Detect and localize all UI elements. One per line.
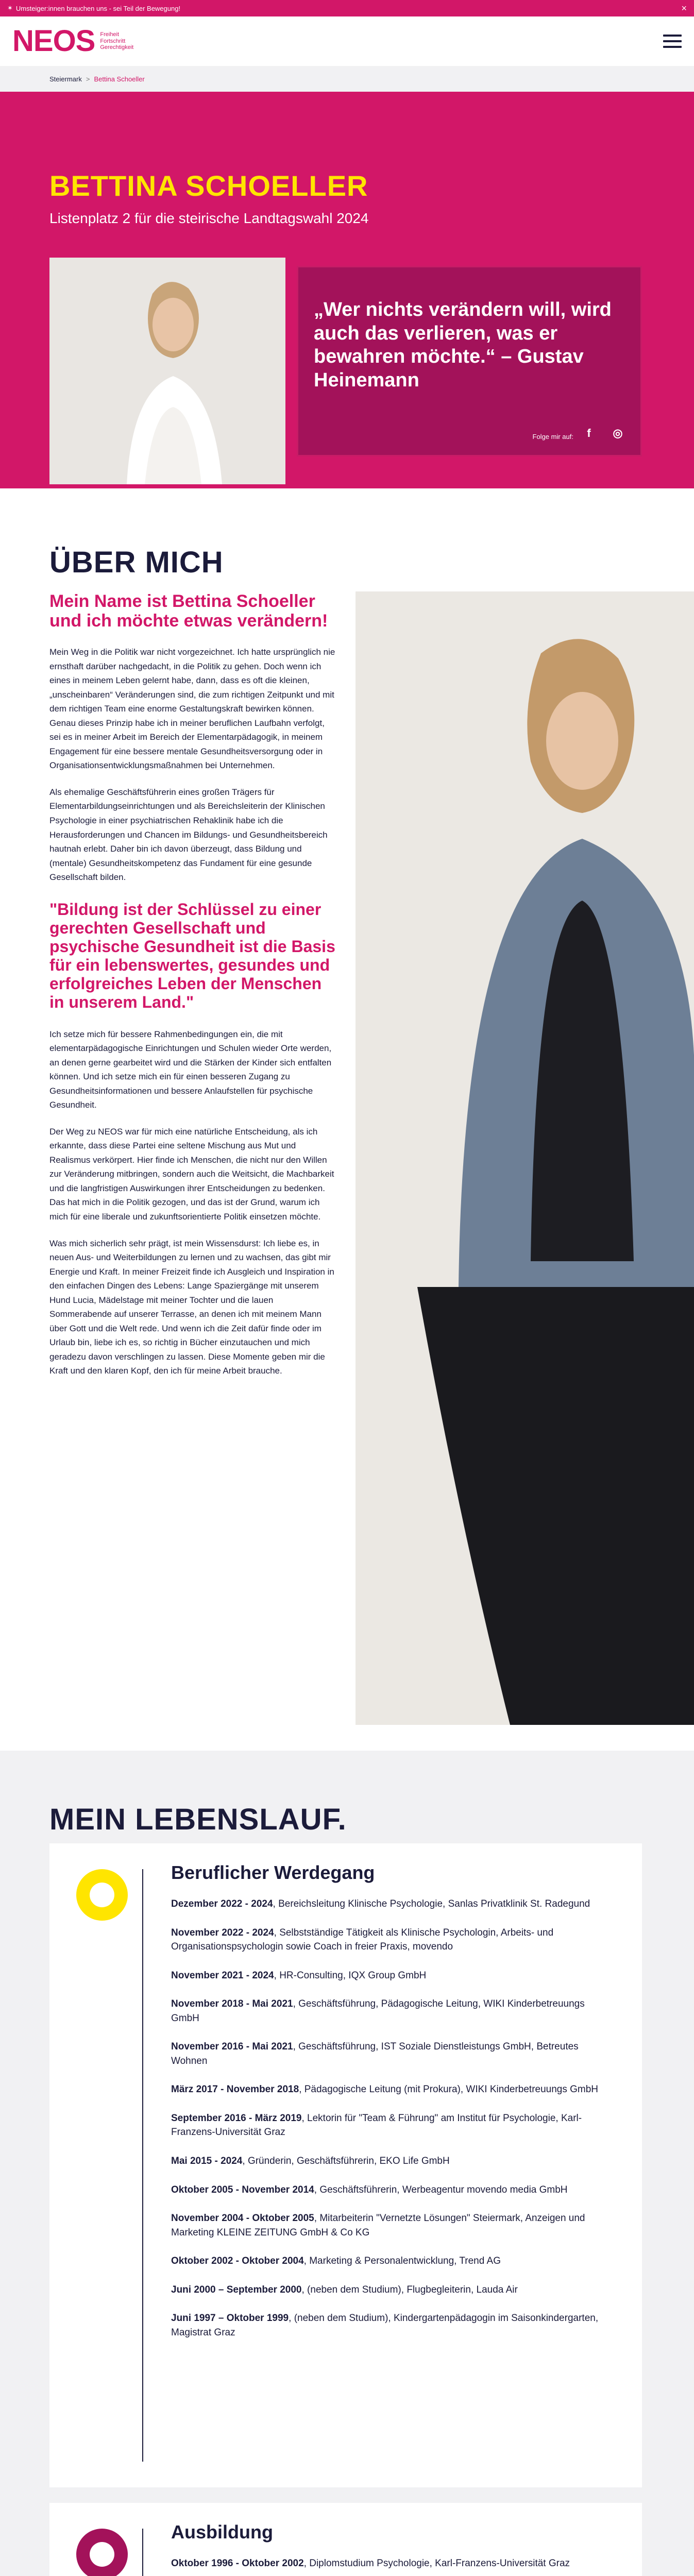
cv-edu-title: Ausbildung (171, 2521, 273, 2543)
tagline-line: Gerechtigkeit (100, 44, 134, 51)
page-title: BETTINA SCHOELLER (49, 170, 368, 202)
cv-entry-date: November 2004 - Oktober 2005 (171, 2213, 314, 2224)
cv-entry: Oktober 2002 - Oktober 2004, Marketing & Personalentwicklung, Trend AG (171, 2256, 501, 2267)
cv-entry: November 2021 - 2024, HR-Consulting, IQX Group GmbH (171, 1970, 427, 1981)
cv-entry-date: Juni 2000 – September 2000 (171, 2284, 302, 2295)
cv-entry-text: (neben dem Studium), Kindergartenpädagogin im Saisonkindergarten, Magistrat Graz (171, 2313, 599, 2338)
about-section (0, 488, 694, 1751)
neos-logo[interactable] (12, 26, 133, 56)
menu-icon[interactable] (663, 35, 682, 48)
about-heading: ÜBER MICH (49, 546, 224, 579)
breadcrumb-item-current: Bettina Schoeller (94, 75, 145, 83)
cv-entry-text: Mitarbeiterin "Vernetzte Lösungen" Steiermark, Anzeigen und Marketing KLEINE ZEITUNG GmbH & Co KG (171, 2213, 585, 2238)
cv-entry: November 2016 - Mai 2021, Geschäftsführung, IST Soziale Dienstleistungs GmbH, Betreutes Wohnen (171, 2041, 579, 2066)
tagline-line: Fortschritt (100, 38, 126, 44)
about-paragraph: Als ehemalige Geschäftsführerin eines großen Trägers für Elementarbildungseinrichtungen und als Bereichsleiterin der Klinischen Psychologie in einer psychiatrischen Rehaklinik habe ich die Herausforderungen und Chancen im Bildungs- und Gesundheitsbereich hautnah erlebt. Daher bin ich davon überzeugt, dass Bildung und (mentale) Gesundheitskompetenz das Fundament für eine gesunde Gesellschaft bilden. (49, 787, 328, 883)
breadcrumb-item-steiermark[interactable]: Steiermark (49, 75, 82, 83)
cv-entry-date: September 2016 - März 2019 (171, 2112, 302, 2124)
cv-entry-text: Bereichsleitung Klinische Psychologie, Sanlas Privatklinik St. Radegund (278, 1899, 590, 1909)
breadcrumb-separator: > (86, 75, 90, 83)
cv-entry-text: Lektorin für "Team & Führung" am Institut für Psychologie, Karl-Franzens-Universität Graz (171, 2112, 582, 2138)
about-quote: "Bildung ist der Schlüssel zu einer gerechten Gesellschaft und psychische Gesundheit ist die Basis für ein lebenswertes, gesundes und erfolgreiches Leben der Menschen in unserem Land." (49, 900, 335, 1012)
cv-entry-date: Mai 2015 - 2024 (171, 2156, 243, 2167)
cv-edu-list (171, 2521, 614, 2576)
cv-entry-date: Oktober 1996 - Oktober 2002 (171, 2558, 304, 2569)
cv-card-education (49, 2503, 642, 2576)
instagram-icon[interactable]: ◎ (613, 427, 623, 439)
about-lead: Mein Name ist Bettina Schoeller und ich möchte etwas verändern! (49, 591, 328, 631)
announcement-text[interactable]: Umsteiger:innen brauchen uns - sei Teil der Bewegung! (15, 4, 181, 12)
cv-entry-date: November 2022 - 2024 (171, 1927, 274, 1938)
cv-entry: Juni 1997 – Oktober 1999, (neben dem Studium), Kindergartenpädagogin im Saisonkindergarten, Magistrat Graz (171, 2313, 599, 2338)
site-header (0, 16, 694, 66)
cv-entry: November 2022 - 2024, Selbstständige Tätigkeit als Klinische Psychologin, Arbeits- und Organisationspsychologin sowie Coach in freier Praxis, movendo (171, 1927, 554, 1953)
cv-entry-text: Gründerin, Geschäftsführerin, EKO Life GmbH (247, 2156, 450, 2167)
cv-entry-text: Geschäftsführerin, Werbeagentur movendo media GmbH (319, 2184, 568, 2195)
page-subtitle: Listenplatz 2 für die steirische Landtagswahl 2024 (49, 210, 369, 226)
cv-entry-date: November 2021 - 2024 (171, 1970, 274, 1981)
cv-work-title: Beruflicher Werdegang (171, 1862, 375, 1883)
about-paragraph: Ich setze mich für bessere Rahmenbedingungen ein, die mit elementarpädagogische Einrichtungen und Schulen wieder Orte werden, an denen gerne gearbeitet wird und die Stärken der Kinder sich entfalten können. Und ich setze mich ein für einen besseren Zugang zu Gesundheitsinformationen und bessere Anlaufstellen für psychische Gesundheit. (49, 1029, 332, 1110)
announcement-bar (0, 0, 694, 16)
cv-card-work (49, 1843, 642, 2487)
cv-entry: Juni 2000 – September 2000, (neben dem Studium), Flugbegleiterin, Lauda Air (171, 2284, 518, 2295)
cv-section (0, 1751, 694, 2576)
cv-heading: MEIN LEBENSLAUF. (49, 1803, 347, 1836)
cv-entry-text: Geschäftsführung, IST Soziale Dienstleistungs GmbH, Betreutes Wohnen (171, 2041, 579, 2066)
about-paragraph: Der Weg zu NEOS war für mich eine natürliche Entscheidung, als ich erkannte, dass diese Partei eine seltene Mischung aus Mut und Realismus verkörpert. Hier finde ich Menschen, die nicht nur den Willen zur Veränderung mitbringen, sondern auch die Weitsicht, die Machbarkeit und die langfristigen Auswirkungen ihrer Entscheidungen zu bedenken. Das hat mich in die Politik gezogen, und das ist der Grund, warum ich mich für eine liberale und zukunftsorientierte Politik einsetzen möchte. (49, 1126, 334, 1222)
follow-label: Folge mir auf: (532, 433, 573, 440)
logo-wordmark: NEOS (12, 24, 95, 58)
cv-entry-text: Pädagogische Leitung (mit Prokura), WIKI Kinderbetreuungs GmbH (304, 2084, 599, 2095)
facebook-icon[interactable]: f (587, 427, 591, 439)
logo-tagline (100, 31, 133, 51)
timeline-line (142, 2529, 143, 2576)
hero-quote: „Wer nichts verändern will, wird auch das verlieren, was er bewahren möchte.“ – Gustav Heinemann (314, 299, 612, 391)
cv-entry-date: Oktober 2005 - November 2014 (171, 2184, 314, 2195)
cv-entry-text: Marketing & Personalentwicklung, Trend AG (309, 2256, 501, 2267)
cv-entry-text: HR-Consulting, IQX Group GmbH (279, 1970, 427, 1981)
circle-icon (76, 1869, 128, 1921)
cv-entry-date: November 2016 - Mai 2021 (171, 2041, 293, 2053)
about-paragraph: Mein Weg in die Politik war nicht vorgezeichnet. Ich hatte ursprünglich nie ernsthaft darüber nachgedacht, in die Politik zu gehen. Doch wenn ich eines in meinem Leben gelernt habe, dann, dass es oft die kleinen, „unscheinbaren“ Veränderungen sind, die zum richtigen Zeitpunkt und mit dem richtigen Team eine enorme Gestaltungskraft bewirken können. Genau dieses Prinzip habe ich in meiner beruflichen Laufbahn verfolgt, sei es in meiner Arbeit im Bereich der Elementarpädagogik, in meinem Engagement für eine bessere mentale Gesundheitsversorgung oder in Organisationsentwicklungsmaßnahmen bei Unternehmen. (49, 647, 335, 771)
cv-entry-text: Diplomstudium Psychologie, Karl-Franzens-Universität Graz (309, 2558, 570, 2569)
about-photo (356, 591, 694, 1725)
cv-entry: September 2016 - März 2019, Lektorin für "Team & Führung" am Institut für Psychologie, Karl-Franzens-Universität Graz (171, 2112, 582, 2138)
cv-entry-date: Oktober 2002 - Oktober 2004 (171, 2256, 304, 2267)
cv-entry-text: Geschäftsführung, Pädagogische Leitung, WIKI Kinderbetreuungs GmbH (171, 1998, 585, 2024)
about-paragraph: Was mich sicherlich sehr prägt, ist mein Wissensdurst: Ich liebe es, in neuen Aus- und Weiterbildungen zu lernen und zu wachsen, das gibt mir Energie und Kraft. In meiner Freizeit finde ich Ausgleich und Inspiration in den einfachen Dingen des Lebens: Lange Spaziergänge mit unserem Hund Lucia, Mädelstage mit meiner Tochter und die lauen Sommerabende auf unserer Terrasse, an denen ich mit meinem Mann über Gott und die Welt rede. Und wenn ich die Zeit dafür finde oder im Urlaub bin, liebe ich es, so richtig in Bücher einzutauchen und mich geradezu davon verschlingen zu lassen. Diese Momente geben mir die Kraft und den klaren Kopf, den ich für meine Arbeit brauche. (49, 1238, 334, 1376)
cv-entry-text: Selbstständige Tätigkeit als Klinische Psychologin, Arbeits- und Organisationspsychologin sowie Coach in freier Praxis, movendo (171, 1927, 554, 1953)
tagline-line: Freiheit (100, 31, 120, 38)
cv-work-list (171, 1862, 614, 2354)
cv-entry: November 2018 - Mai 2021, Geschäftsführung, Pädagogische Leitung, WIKI Kinderbetreuungs GmbH (171, 1998, 585, 2024)
cv-entry: Oktober 2005 - November 2014, Geschäftsführerin, Werbeagentur movendo media GmbH (171, 2184, 568, 2195)
close-icon[interactable]: × (681, 3, 687, 13)
hero-social-links (574, 419, 632, 448)
cv-entry: Dezember 2022 - 2024, Bereichsleitung Klinische Psychologie, Sanlas Privatklinik St. Radegund (171, 1899, 590, 1909)
cv-entry: November 2004 - Oktober 2005, Mitarbeiterin "Vernetzte Lösungen" Steiermark, Anzeigen und Marketing KLEINE ZEITUNG GmbH & Co KG (171, 2213, 585, 2238)
about-text (49, 591, 338, 1391)
cv-entry: März 2017 - November 2018, Pädagogische Leitung (mit Prokura), WIKI Kinderbetreuungs GmbH (171, 2084, 599, 2095)
circle-icon (76, 2529, 128, 2576)
cv-entry-date: Juni 1997 – Oktober 1999 (171, 2313, 289, 2324)
sparkle-icon: ✶ (7, 4, 13, 12)
cv-entry: Oktober 1996 - Oktober 2002, Diplomstudium Psychologie, Karl-Franzens-Universität Graz (171, 2558, 570, 2569)
cv-entry-date: Dezember 2022 - 2024 (171, 1899, 273, 1909)
quote-box (297, 266, 642, 456)
timeline-line (142, 1869, 143, 2462)
cv-entry-date: November 2018 - Mai 2021 (171, 1998, 293, 2010)
hero-section (0, 92, 694, 488)
cv-entry: Mai 2015 - 2024, Gründerin, Geschäftsführerin, EKO Life GmbH (171, 2156, 450, 2167)
breadcrumb (0, 66, 694, 92)
portrait-photo (49, 258, 285, 484)
cv-entry-text: (neben dem Studium), Flugbegleiterin, Lauda Air (307, 2284, 518, 2295)
cv-entry-date: März 2017 - November 2018 (171, 2084, 299, 2095)
